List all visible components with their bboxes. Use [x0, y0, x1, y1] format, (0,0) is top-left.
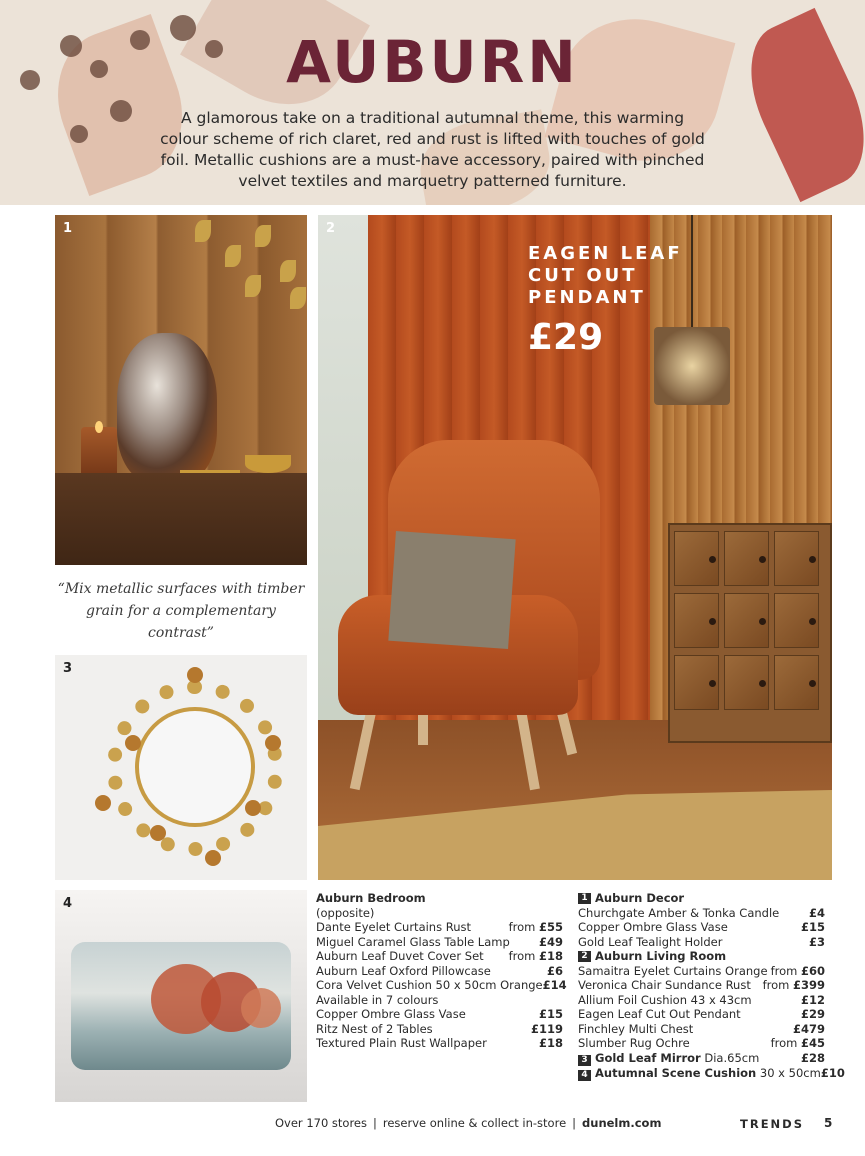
list-item: Miguel Caramel Glass Table Lamp £49 — [316, 934, 563, 949]
photo-living-room — [318, 215, 832, 880]
section-label: TRENDS — [740, 1117, 805, 1131]
wooden-console — [55, 473, 307, 565]
photo-cushion — [55, 890, 307, 1102]
list-heading: 2 Auburn Living Room — [578, 949, 825, 964]
pendant-cord — [691, 215, 693, 327]
autumnal-scene-cushion — [71, 942, 291, 1070]
page-footer — [0, 1116, 865, 1136]
list-item: Slumber Rug Ochre from £45 — [578, 1036, 825, 1050]
photo-number: 1 — [63, 221, 73, 236]
page-title: AUBURN — [286, 28, 579, 96]
footer-stores: Over 170 stores — [275, 1116, 367, 1130]
list-item: Copper Ombre Glass Vase £15 — [316, 1007, 563, 1021]
list-item: Veronica Chair Sundance Rust from £399 — [578, 978, 825, 992]
product-list-bedroom — [316, 891, 567, 1051]
list-item: Auburn Leaf Oxford Pillowcase £6 — [316, 963, 563, 978]
copper-ombre-vase — [117, 333, 217, 483]
number-badge: 4 — [578, 1070, 591, 1081]
leaf-pendant-lamp — [654, 327, 730, 405]
photo-number: 4 — [63, 896, 73, 911]
list-item: Dante Eyelet Curtains Rust from £55 — [316, 920, 563, 934]
photo-number: 3 — [63, 661, 73, 676]
pull-quote: “Mix metallic surfaces with timber grain for a complementary contrast” — [57, 581, 305, 641]
feature-product-title: EAGEN LEAF CUT OUT PENDANT — [528, 243, 683, 308]
list-item: 4 Autumnal Scene Cushion 30 x 50cm £10 — [578, 1066, 825, 1081]
list-item: Auburn Leaf Duvet Cover Set from £18 — [316, 949, 563, 963]
footer-info: Over 170 stores | reserve online & collect in-store | dunelm.com — [275, 1116, 662, 1130]
intro-paragraph: A glamorous take on a traditional autumnal theme, this warming colour scheme of rich claret, red and rust is lifted with touches of gold foil. Metallic cushions are a must-have accessory, paired with pinched velvet textiles and marquetry patterned furniture. — [160, 109, 705, 190]
product-list-decor-living — [578, 891, 845, 1081]
website-link[interactable]: dunelm.com — [582, 1116, 662, 1130]
multi-chest — [668, 523, 832, 743]
list-item: Eagen Leaf Cut Out Pendant £29 — [578, 1007, 825, 1021]
footer-reserve: reserve online & collect in-store — [382, 1116, 567, 1130]
number-badge: 1 — [578, 893, 591, 904]
number-badge: 2 — [578, 951, 591, 962]
list-item: Churchgate Amber & Tonka Candle £4 — [578, 905, 825, 920]
list-item: Allium Foil Cushion 43 x 43cm £12 — [578, 992, 825, 1007]
foil-cushion — [388, 531, 515, 649]
list-item: Textured Plain Rust Wallpaper £18 — [316, 1036, 563, 1050]
header-banner — [0, 0, 865, 205]
photo-decor — [55, 215, 307, 565]
list-heading: 1 Auburn Decor — [578, 891, 825, 906]
photo-mirror — [55, 655, 307, 880]
list-item: Copper Ombre Glass Vase £15 — [578, 920, 825, 934]
number-badge: 3 — [578, 1055, 591, 1066]
list-item: Cora Velvet Cushion 50 x 50cm Orange £14 — [316, 978, 567, 992]
gold-leaf-branch — [185, 215, 307, 310]
round-mirror — [135, 707, 255, 827]
berry-decoration — [110, 100, 132, 122]
list-item: Available in 7 colours — [316, 992, 439, 1007]
list-heading: Auburn Bedroom — [316, 891, 426, 905]
candle-flame — [95, 421, 103, 433]
page-number: 5 — [824, 1116, 833, 1130]
list-subheading: (opposite) — [316, 905, 375, 920]
list-item: Ritz Nest of 2 Tables £119 — [316, 1021, 563, 1036]
photo-number: 2 — [326, 221, 336, 236]
berry-decoration — [70, 125, 88, 143]
tealight-holder — [245, 455, 291, 473]
list-item: Finchley Multi Chest £479 — [578, 1021, 825, 1036]
list-item: Samaitra Eyelet Curtains Orange from £60 — [578, 963, 825, 978]
list-item: Gold Leaf Tealight Holder £3 — [578, 934, 825, 949]
feature-product-price: £29 — [528, 317, 604, 358]
list-item: 3 Gold Leaf Mirror Dia.65cm £28 — [578, 1051, 825, 1066]
